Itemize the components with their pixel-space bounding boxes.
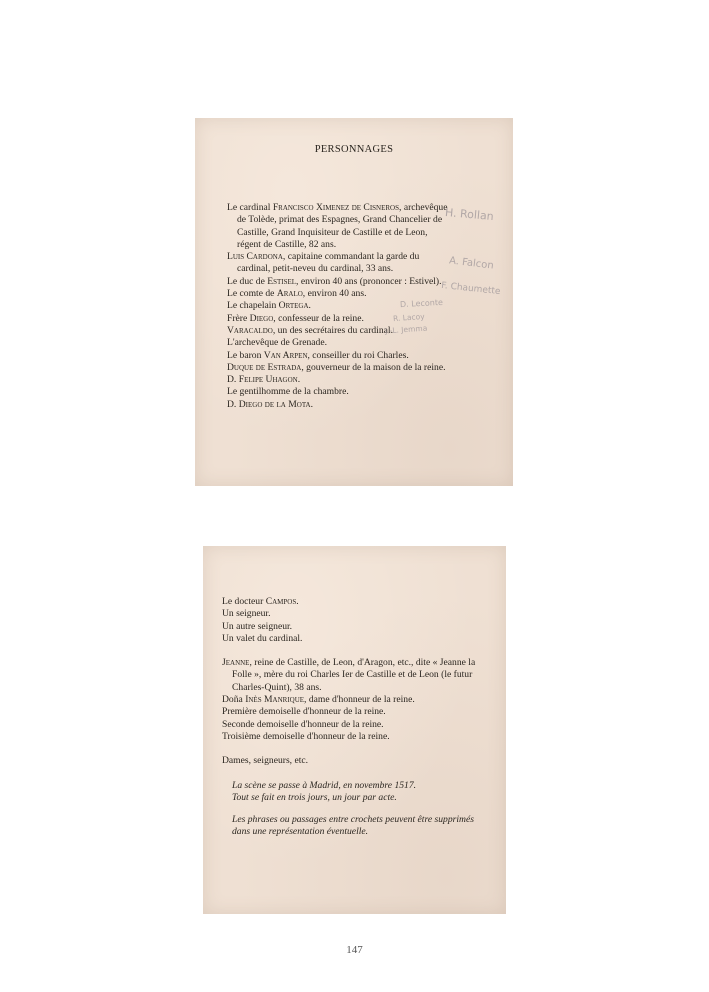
cast-text: , gouverneur de la maison de la reine. bbox=[301, 361, 446, 373]
handwritten-annotation: A. Falcon bbox=[448, 255, 495, 272]
cast-text: Doña bbox=[222, 694, 246, 706]
cast-entry bbox=[222, 694, 484, 706]
character-name: Luis Cardona bbox=[227, 251, 283, 263]
cast-entry bbox=[227, 276, 453, 288]
character-name: Varacaldo bbox=[227, 324, 273, 336]
scanned-page-bottom bbox=[203, 546, 506, 914]
character-name: Ortega bbox=[278, 300, 309, 312]
cast-entry bbox=[227, 362, 453, 374]
cast-text: , reine de Castille, de Leon, d'Aragon, etc., dite « Jeanne la Folle », mère du roi Charles Ier de Castille et de Leon (le futur Charles-Quint), 38 ans. bbox=[232, 657, 476, 693]
cast-entry bbox=[222, 596, 484, 608]
cuts-note: Les phrases ou passages entre crochets peuvent être supprimés dans une représentation éventuelle. bbox=[232, 814, 474, 838]
cast-text: . bbox=[296, 596, 299, 607]
extras-line: Dames, seigneurs, etc. bbox=[222, 755, 309, 767]
handwritten-annotation: F. Chaumette bbox=[440, 280, 501, 298]
cast-entry bbox=[222, 706, 484, 718]
cast-entry bbox=[227, 202, 453, 251]
cast-text: Le gentilhomme de la chambre. bbox=[227, 386, 349, 398]
cast-entry bbox=[227, 251, 453, 276]
setting-line: La scène se passe à Madrid, en novembre 1517. bbox=[232, 779, 417, 791]
cast-text: Un valet du cardinal. bbox=[222, 632, 303, 644]
cast-entry bbox=[227, 337, 453, 349]
cast-entry bbox=[222, 657, 484, 694]
cast-text: , un des secrétaires du cardinal. bbox=[272, 324, 393, 336]
cast-text: L'archevêque de Grenade. bbox=[227, 337, 328, 349]
handwritten-annotation: D. Leconte bbox=[399, 297, 444, 310]
character-name: Inès Manrique bbox=[245, 694, 305, 706]
handwritten-annotation: J.-L. Jemma bbox=[384, 323, 428, 336]
cast-entry bbox=[227, 350, 453, 362]
cast-entry bbox=[222, 608, 484, 620]
cast-entry bbox=[222, 633, 484, 645]
cast-text: , archevêque de Tolède, primat des Espagnes, Grand Chancelier de Castille, Grand Inquisiteur de Castille et de Leon, régent de Castille, 82 ans. bbox=[237, 202, 448, 250]
cast-text: Frère bbox=[227, 312, 250, 324]
cast-text: Première demoiselle d'honneur de la reine. bbox=[222, 706, 386, 718]
cast-text: , conseiller du roi Charles. bbox=[307, 349, 409, 361]
cast-text: Troisième demoiselle d'honneur de la reine. bbox=[222, 730, 390, 742]
cast-text: Le duc de bbox=[227, 275, 268, 287]
cast-text: Le cardinal bbox=[227, 202, 273, 213]
cast-text: . bbox=[310, 398, 313, 410]
cast-text: Un autre seigneur. bbox=[222, 620, 293, 632]
cast-text: D. bbox=[227, 374, 239, 386]
page-title: PERSONNAGES bbox=[314, 144, 394, 155]
cast-list-bottom bbox=[222, 596, 484, 839]
handwritten-annotation: R. Lacoy bbox=[392, 311, 425, 324]
cast-entry bbox=[222, 719, 484, 731]
cast-text: Le docteur bbox=[222, 596, 266, 607]
cast-text: Le chapelain bbox=[227, 300, 279, 312]
cast-text: , capitaine commandant la garde du cardinal, petit-neveu du cardinal, 33 ans. bbox=[237, 251, 420, 275]
character-name: Diego de la Mota bbox=[238, 398, 311, 410]
scanned-page-top bbox=[195, 118, 513, 486]
cast-text: Un seigneur. bbox=[222, 608, 271, 620]
cast-entry bbox=[222, 731, 484, 743]
character-name: Estisel bbox=[267, 275, 297, 287]
character-name: Felipe Uhagon bbox=[238, 374, 298, 386]
cast-text: D. bbox=[227, 398, 239, 410]
cast-text: . bbox=[297, 374, 301, 386]
character-name: Jeanne bbox=[222, 657, 250, 669]
character-name: Campos bbox=[265, 596, 297, 607]
character-name: Duque de Estrada bbox=[227, 361, 302, 373]
cast-text: . bbox=[308, 300, 311, 312]
cast-text: , environ 40 ans. bbox=[302, 288, 367, 300]
cast-text: Seconde demoiselle d'honneur de la reine. bbox=[222, 718, 384, 730]
cast-text: , environ 40 ans (prononcer : Estivel). bbox=[296, 275, 442, 287]
character-name: Aralo bbox=[276, 288, 303, 300]
character-name: Diego bbox=[249, 312, 274, 324]
cast-text: , confesseur de la reine. bbox=[273, 312, 364, 324]
cast-text: Le comte de bbox=[227, 288, 277, 300]
cast-entry bbox=[227, 374, 453, 386]
cast-group-queen bbox=[222, 657, 484, 743]
character-name: Francisco Ximenez de Cisneros bbox=[272, 202, 400, 213]
cast-text: , dame d'honneur de la reine. bbox=[304, 694, 415, 706]
cast-text: Le baron bbox=[227, 349, 264, 361]
cast-entry bbox=[227, 386, 453, 398]
page-number: 147 bbox=[346, 944, 363, 956]
cast-group-secondary bbox=[222, 596, 484, 645]
character-name: Van Arpen bbox=[263, 349, 308, 361]
handwritten-annotation: H. Rollan bbox=[444, 205, 495, 224]
setting-line: Tout se fait en trois jours, un jour par acte. bbox=[232, 791, 397, 803]
cast-entry bbox=[222, 621, 484, 633]
cast-entry bbox=[227, 399, 453, 411]
